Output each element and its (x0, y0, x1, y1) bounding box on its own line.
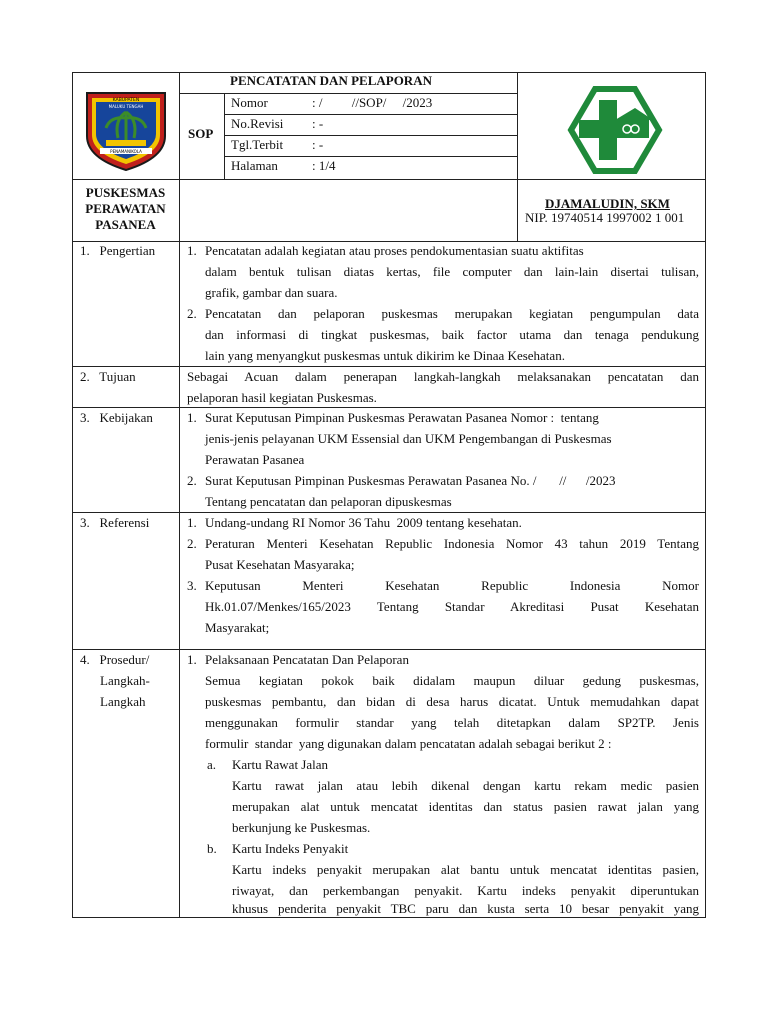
sub-a-line2: merupakan alat untuk mencatat identitas dan status pasien rawat jalan yang (232, 799, 699, 814)
pengertian-item1-line2: dalam bentuk tulisan diatas kertas, file computer dan lain-lain disertai tulisan, (205, 264, 699, 279)
emblem-text-top: KABUPATEN (112, 98, 140, 103)
referensi-item1-line1: Undang-undang RI Nomor 36 Tahu 2009 tentang kesehatan. (205, 515, 522, 530)
document-title: PENCATATAN DAN PELAPORAN (230, 73, 432, 88)
referensi-item3-line3: Masyarakat; (205, 620, 270, 635)
referensi-item1-number: 1. (187, 515, 197, 530)
field-value-terbit: : - (312, 137, 324, 152)
section-label-referensi: 3. Referensi (80, 515, 150, 530)
referensi-item3-number: 3. (187, 578, 197, 593)
section-label-tujuan: 2. Tujuan (80, 369, 136, 384)
tujuan-line1: Sebagai Acuan dalam penerapan langkah-langkah melaksanakan pencatatan dan (187, 369, 699, 384)
tujuan-line2: pelaporan hasil kegiatan Puskesmas. (187, 390, 377, 405)
sop-label: SOP (188, 126, 214, 141)
regency-emblem-logo (84, 90, 168, 172)
prosedur-item-title: Pelaksanaan Pencatatan Dan Pelaporan (205, 652, 409, 667)
prosedur-item-number: 1. (187, 652, 197, 667)
field-value-nomor: : / //SOP/ /2023 (312, 95, 433, 110)
section-label-kebijakan: 3. Kebijakan (80, 410, 153, 425)
sub-a-title: Kartu Rawat Jalan (232, 757, 329, 772)
prosedur-intro-line3: menggunakan formulir standar yang telah ditetapkan dalam SP2TP. Jenis (205, 715, 699, 730)
field-value-halaman: : 1/4 (312, 158, 336, 173)
kebijakan-item1-line3: Perawatan Pasanea (205, 452, 305, 467)
sub-b-line1: Kartu indeks penyakit merupakan alat bantu untuk mencatat identitas pasien, (232, 862, 699, 877)
kebijakan-item1-number: 1. (187, 410, 197, 425)
sub-b-title: Kartu Indeks Penyakit (232, 841, 349, 856)
sub-b-line3: khusus penderita penyakit TBC paru dan kusta serta 10 besar penyakit yang (232, 901, 699, 916)
pengertian-item1-line1: Pencatatan adalah kegiatan atau proses pendokumentasian suatu aktifitas (205, 243, 584, 258)
kebijakan-item1-line2: jenis-jenis pelayanan UKM Essensial dan UKM Pengembangan di Puskesmas (205, 431, 612, 446)
emblem-text-middle: MALUKU TENGAH (108, 104, 144, 109)
pengertian-item2-line1: Pencatatan dan pelaporan puskesmas merupakan kegiatan pengumpulan data (205, 306, 699, 321)
referensi-item2-line1: Peraturan Menteri Kesehatan Republic Indonesia Nomor 43 tahun 2019 Tentang (205, 536, 699, 551)
emblem-text-bottom: PENAMANIKOLA (110, 149, 142, 154)
institution-name-line2: PERAWATAN (85, 201, 166, 216)
kebijakan-item2-number: 2. (187, 473, 197, 488)
signer-name: DJAMALUDIN, SKM (545, 196, 670, 211)
sub-a-line3: berkunjung ke Puskesmas. (232, 820, 371, 835)
institution-name-line1: PUSKESMAS (85, 185, 166, 200)
referensi-item3-line1: Keputusan Menteri Kesehatan Republic Indonesia Nomor (205, 578, 699, 593)
field-label-halaman: Halaman (231, 158, 278, 173)
prosedur-intro-line1: Semua kegiatan pokok baik didalam maupun diluar gedung puskesmas, (205, 673, 699, 688)
referensi-item2-number: 2. (187, 536, 197, 551)
pengertian-item2-line3: lain yang menyangkut puskesmas untuk dikirim ke Dinaa Kesehatan. (205, 348, 565, 363)
kebijakan-item1-line1: Surat Keputusan Pimpinan Puskesmas Perawatan Pasanea Nomor : tentang (205, 410, 599, 425)
sub-a-line1: Kartu rawat jalan atau lebih dikenal dengan kartu rekam medic pasien (232, 778, 699, 793)
pengertian-item2-line2: dan informasi di tingkat puskesmas, baik factor utama dan tenaga pendukung (205, 327, 699, 342)
institution-name-line3: PASANEA (95, 217, 156, 232)
sub-b-line2: riwayat, dan perkembangan penyakit. Kartu indeks penyakit diperuntukan (232, 883, 699, 898)
field-label-terbit: Tgl.Terbit (231, 137, 284, 152)
field-label-nomor: Nomor (231, 95, 268, 110)
field-value-revisi: : - (312, 116, 324, 131)
referensi-item2-line2: Pusat Kesehatan Masyaraka; (205, 557, 355, 572)
field-label-revisi: No.Revisi (231, 116, 284, 131)
pengertian-item1-line3: grafik, gambar dan suara. (205, 285, 338, 300)
referensi-item3-line2: Hk.01.07/Menkes/165/2023 Tentang Standar Akreditasi Pusat Kesehatan (205, 599, 699, 614)
kebijakan-item2-line1: Surat Keputusan Pimpinan Puskesmas Perawatan Pasanea No. / // /2023 (205, 473, 616, 488)
sub-b-marker: b. (207, 841, 217, 856)
prosedur-intro-line4: formulir standar yang digunakan dalam pencatatan adalah sebagai berikut 2 : (205, 736, 612, 751)
pengertian-item1-number: 1. (187, 243, 197, 258)
signer-nip: NIP. 19740514 1997002 1 001 (525, 210, 685, 225)
pengertian-item2-number: 2. (187, 306, 197, 321)
kebijakan-item2-line2: Tentang pencatatan dan pelaporan dipuskesmas (205, 494, 452, 509)
section-label-prosedur-line2: Langkah- (100, 673, 150, 688)
section-label-pengertian: 1. Pengertian (80, 243, 156, 258)
section-label-prosedur-line1: 4. Prosedur/ (80, 652, 150, 667)
prosedur-intro-line2: puskesmas pembantu, dan bidan di desa harus dicatat. Untuk memudahkan dapat (205, 694, 699, 709)
sub-a-marker: a. (207, 757, 217, 772)
puskesmas-logo (567, 86, 663, 174)
section-label-prosedur-line3: Langkah (100, 694, 146, 709)
